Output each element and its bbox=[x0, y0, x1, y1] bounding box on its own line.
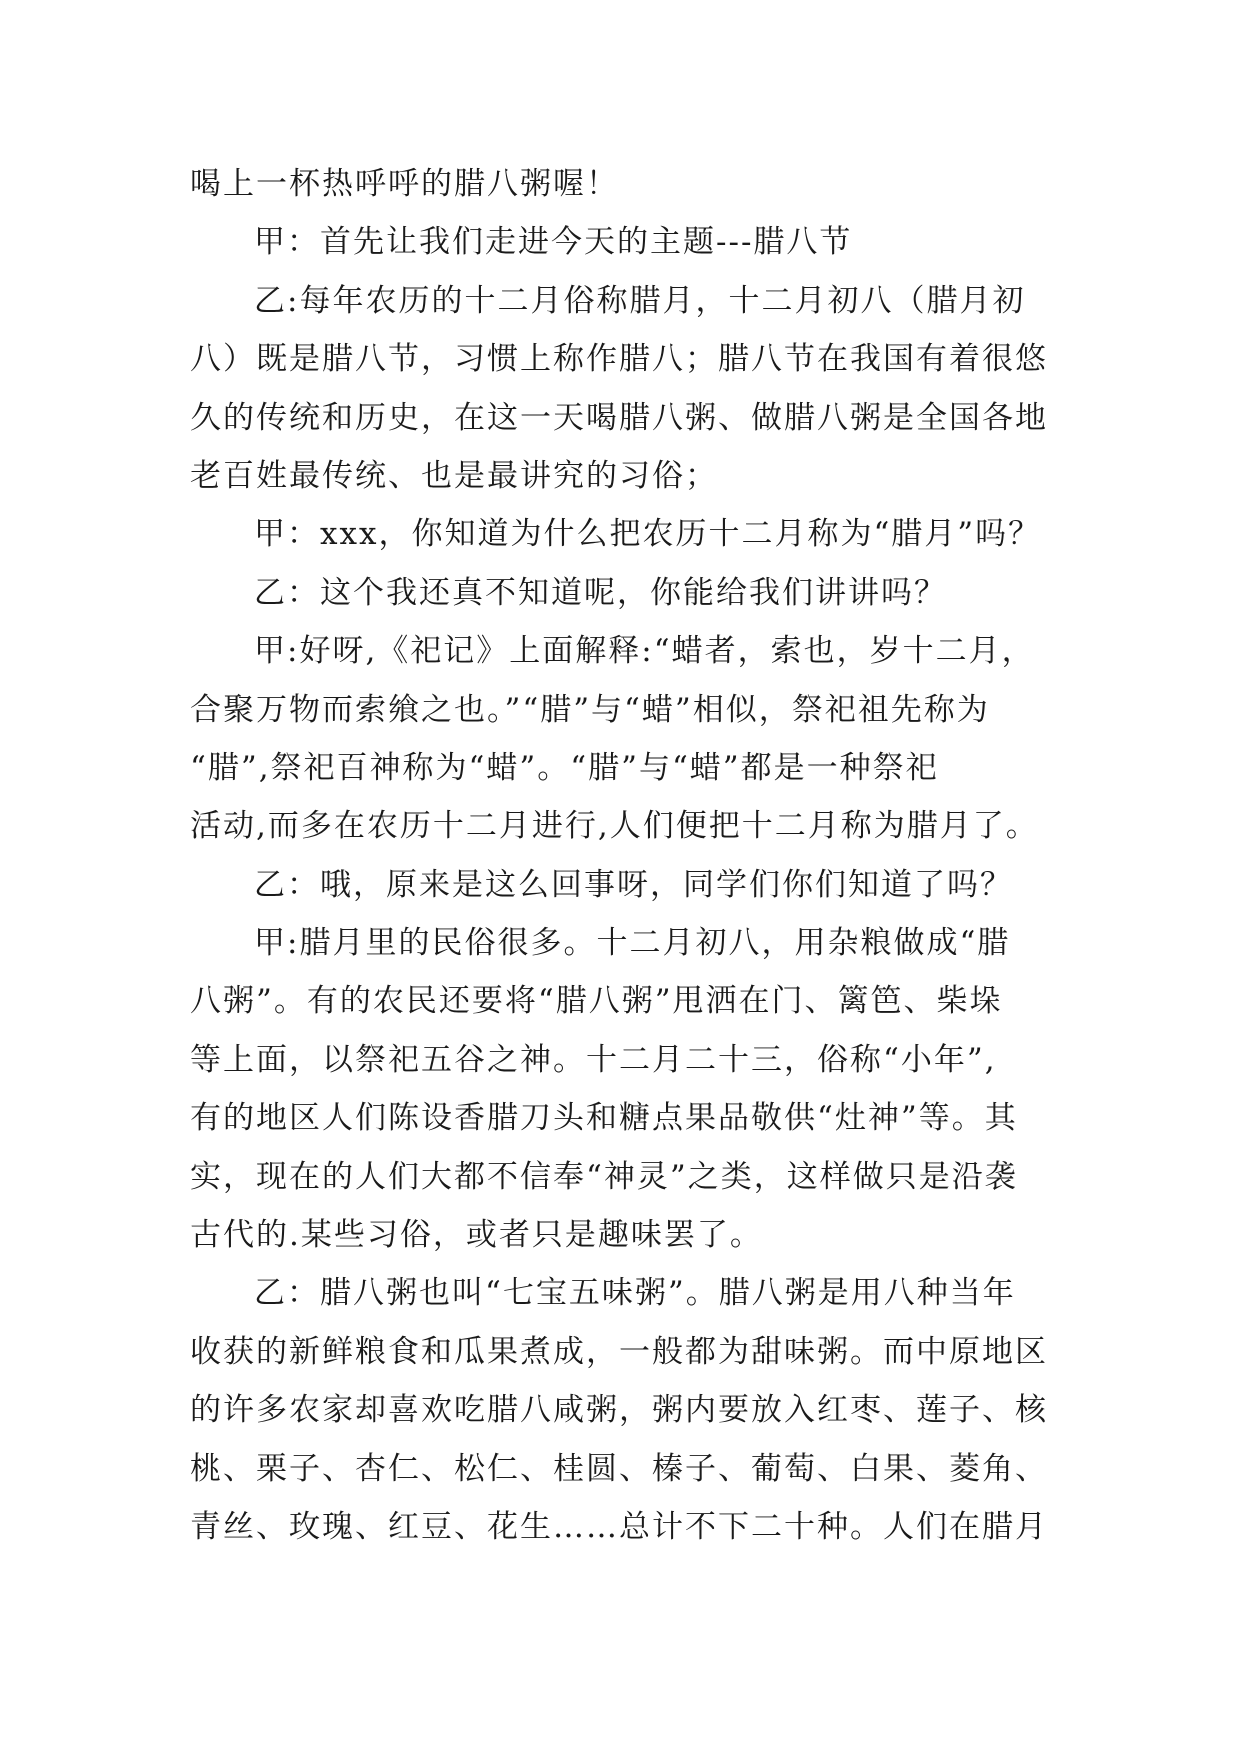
text-line: 甲：xxx，你知道为什么把农历十二月称为“腊月”吗？ bbox=[254, 516, 1042, 553]
text-line: 乙：这个我还真不知道呢，你能给我们讲讲吗？ bbox=[254, 574, 947, 611]
text-line: 乙:每年农历的十二月俗称腊月，十二月初八（腊月初 bbox=[254, 282, 1026, 319]
text-line: 合聚万物而索飨之也。”“腊”与“蜡”相似，祭祀祖先称为 bbox=[190, 691, 990, 728]
text-line: 甲：首先让我们走进今天的主题---腊八节 bbox=[254, 224, 853, 261]
text-line: 乙：哦，原来是这么回事呀，同学们你们知道了吗？ bbox=[254, 866, 1013, 903]
text-line: 老百姓最传统、也是最讲究的习俗； bbox=[190, 457, 718, 494]
document-body bbox=[190, 155, 1060, 1556]
text-line: 乙：腊八粥也叫“七宝五味粥”。腊八粥是用八种当年 bbox=[254, 1275, 1016, 1312]
text-line: 活动,而多在农历十二月进行,人们便把十二月称为腊月了。 bbox=[190, 808, 1039, 845]
text-line: 八）既是腊八节，习惯上称作腊八；腊八节在我国有着很悠 bbox=[190, 341, 1048, 378]
text-line: 的许多农家却喜欢吃腊八咸粥，粥内要放入红枣、莲子、核 bbox=[190, 1392, 1048, 1429]
text-line: 甲:腊月里的民俗很多。十二月初八，用杂粮做成“腊 bbox=[254, 925, 1011, 962]
text-line: 古代的.某些习俗，或者只是趣味罢了。 bbox=[190, 1217, 763, 1254]
text-line: 喝上一杯热呼呼的腊八粥喔！ bbox=[190, 166, 619, 202]
text-line: 桃、栗子、杏仁、松仁、桂圆、榛子、葡萄、白果、菱角、 bbox=[190, 1450, 1048, 1487]
text-line: 收获的新鲜粮食和瓜果煮成，一般都为甜味粥。而中原地区 bbox=[190, 1333, 1048, 1370]
text-line: 甲:好呀,《祀记》上面解释:“蜡者，索也，岁十二月， bbox=[254, 633, 1035, 670]
text-line: 久的传统和历史，在这一天喝腊八粥、做腊八粥是全国各地 bbox=[190, 399, 1048, 436]
text-line: 等上面，以祭祀五谷之神。十二月二十三，俗称“小年”, bbox=[190, 1041, 997, 1078]
text-line: 有的地区人们陈设香腊刀头和糖点果品敬供“灶神”等。其 bbox=[190, 1100, 1018, 1137]
text-line: “腊”,祭祀百神称为“蜡”。“腊”与“蜡”都是一种祭祀 bbox=[190, 749, 939, 786]
text-line: 八粥”。有的农民还要将“腊八粥”甩洒在门、篱笆、柴垛 bbox=[190, 983, 1003, 1020]
text-line: 青丝、玫瑰、红豆、花生……总计不下二十种。人们在腊月 bbox=[190, 1508, 1048, 1545]
text-line: 实，现在的人们大都不信奉“神灵”之类，这样做只是沿袭 bbox=[190, 1158, 1018, 1195]
